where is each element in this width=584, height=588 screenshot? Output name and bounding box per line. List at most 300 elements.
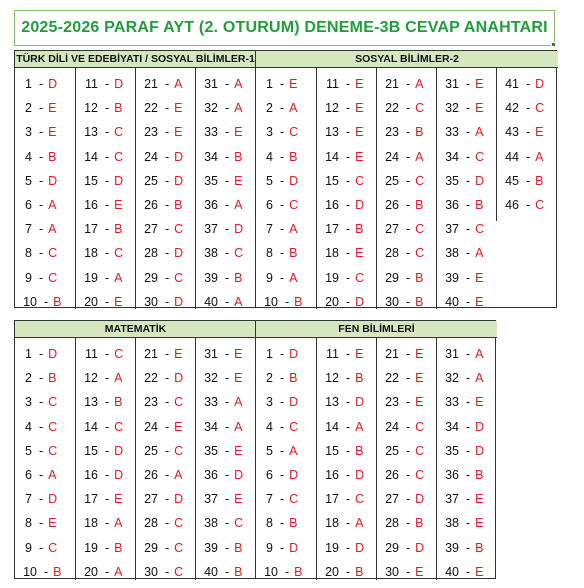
question-number: 40: [204, 564, 218, 579]
dash-separator: -: [225, 198, 230, 212]
question-number: 22: [385, 101, 399, 116]
answer-letter: D: [415, 492, 425, 507]
dash-separator: -: [406, 347, 411, 361]
answer-letter: E: [234, 173, 243, 188]
question-number: 24: [144, 419, 158, 434]
question-number: 26: [385, 198, 399, 212]
dash-separator: -: [39, 347, 44, 361]
answer-letter: C: [415, 101, 425, 116]
answer-row: [136, 560, 196, 584]
question-number: 29: [144, 270, 158, 285]
dash-separator: -: [225, 540, 230, 555]
answer-letter: A: [289, 270, 298, 285]
question-number: 38: [204, 516, 218, 531]
dash-separator: -: [225, 125, 230, 140]
dash-separator: -: [225, 149, 230, 164]
answer-letter: E: [234, 371, 243, 386]
answer-letter: D: [174, 246, 184, 261]
answer-letter: A: [174, 468, 183, 482]
dash-separator: -: [346, 371, 351, 386]
answer-row: [15, 193, 76, 217]
question-number: 1: [25, 347, 32, 361]
answer-letter: C: [48, 443, 58, 458]
question-number: 9: [25, 540, 32, 555]
answer-row: [15, 266, 76, 290]
answer-letter: B: [535, 173, 544, 188]
question-number: 3: [25, 395, 32, 410]
dash-separator: -: [406, 125, 411, 140]
answer-letter: A: [114, 516, 123, 531]
question-number: 32: [445, 371, 459, 386]
question-number: 9: [266, 270, 273, 285]
answer-letter: C: [114, 419, 124, 434]
answer-row: [317, 463, 377, 487]
answer-letter: D: [174, 371, 184, 386]
answer-letter: A: [174, 77, 183, 91]
question-number: 40: [445, 294, 459, 309]
question-number: 32: [204, 101, 218, 116]
answer-letter: E: [475, 395, 484, 410]
answer-row: [377, 169, 437, 193]
question-number: 39: [445, 540, 459, 555]
answer-row: [196, 266, 256, 290]
answer-letter: E: [475, 77, 484, 91]
question-number: 42: [505, 101, 519, 116]
dash-separator: -: [346, 149, 351, 164]
answer-column: [15, 321, 76, 578]
dash-separator: -: [406, 516, 411, 531]
dash-separator: -: [526, 198, 531, 212]
question-number: 9: [266, 540, 273, 555]
dash-separator: -: [39, 198, 44, 212]
answer-row: [497, 193, 558, 217]
answer-row: [377, 145, 437, 169]
dash-separator: -: [280, 492, 285, 507]
answer-letter: B: [114, 540, 123, 555]
question-number: 14: [84, 149, 98, 164]
answer-letter: E: [114, 492, 123, 507]
answer-row: [196, 217, 256, 241]
answer-letter: C: [415, 443, 425, 458]
answer-row: [15, 366, 76, 390]
answer-row: [256, 390, 317, 414]
question-number: 1: [266, 347, 273, 361]
answer-row: [377, 72, 437, 96]
answer-letter: B: [355, 564, 364, 579]
answer-row: [317, 96, 377, 120]
dash-separator: -: [165, 222, 170, 237]
dash-separator: -: [466, 101, 471, 116]
question-number: 15: [84, 173, 98, 188]
dash-separator: -: [406, 492, 411, 507]
question-number: 17: [84, 222, 98, 237]
answer-row: [437, 487, 497, 511]
question-number: 12: [325, 371, 339, 386]
question-number: 14: [325, 419, 339, 434]
question-number: 20: [84, 294, 98, 309]
answer-letter: A: [114, 270, 123, 285]
question-number: 16: [84, 468, 98, 482]
answer-row: [76, 463, 136, 487]
answer-letter: C: [415, 246, 425, 261]
answer-row: [437, 193, 497, 217]
dash-separator: -: [105, 419, 110, 434]
dash-separator: -: [346, 173, 351, 188]
answer-letter: D: [174, 294, 184, 309]
dash-separator: -: [346, 77, 351, 91]
resize-handle[interactable]: [551, 42, 556, 47]
answer-row: [256, 169, 317, 193]
answer-letter: E: [174, 125, 183, 140]
answer-letter: A: [48, 198, 57, 212]
answer-row: [256, 217, 317, 241]
dash-separator: -: [466, 173, 471, 188]
answer-row: [15, 463, 76, 487]
dash-separator: -: [105, 101, 110, 116]
answer-row: [196, 439, 256, 463]
question-number: 17: [325, 222, 339, 237]
answer-row: [76, 439, 136, 463]
answer-column: [377, 321, 437, 578]
question-number: 25: [385, 443, 399, 458]
answer-row: [76, 511, 136, 535]
answer-letter: A: [234, 101, 243, 116]
question-number: 5: [25, 173, 32, 188]
answer-row: [76, 560, 136, 584]
question-number: 3: [25, 125, 32, 140]
question-number: 36: [445, 468, 459, 482]
answer-letter: E: [415, 564, 424, 579]
answer-row: [317, 366, 377, 390]
dash-separator: -: [165, 198, 170, 212]
question-number: 16: [325, 198, 339, 212]
dash-separator: -: [466, 492, 471, 507]
answer-letter: E: [114, 294, 123, 309]
question-number: 20: [325, 564, 339, 579]
answer-letter: B: [234, 540, 243, 555]
answer-letter: A: [234, 198, 243, 212]
question-number: 27: [385, 222, 399, 237]
answer-row: [437, 511, 497, 535]
answer-row: [15, 415, 76, 439]
answer-letter: E: [415, 347, 424, 361]
question-number: 13: [325, 125, 339, 140]
question-number: 10: [23, 564, 37, 579]
answer-row: [196, 120, 256, 144]
question-number: 23: [144, 395, 158, 410]
question-number: 29: [144, 540, 158, 555]
dash-separator: -: [39, 419, 44, 434]
section-header: SOSYAL BİLİMLER-2: [256, 51, 558, 68]
dash-separator: -: [225, 246, 230, 261]
dash-separator: -: [105, 564, 110, 579]
answer-row: [317, 241, 377, 265]
question-number: 7: [25, 222, 32, 237]
dash-separator: -: [105, 468, 110, 482]
answer-letter: B: [114, 395, 123, 410]
answer-row: [196, 145, 256, 169]
dash-separator: -: [225, 516, 230, 531]
dash-separator: -: [406, 173, 411, 188]
dash-separator: -: [346, 125, 351, 140]
answer-letter: D: [355, 540, 365, 555]
answer-row: [437, 241, 497, 265]
answer-row: [15, 536, 76, 560]
question-number: 21: [144, 347, 158, 361]
answer-column: [437, 321, 497, 578]
question-number: 29: [385, 540, 399, 555]
dash-separator: -: [346, 347, 351, 361]
dash-separator: -: [280, 246, 285, 261]
dash-separator: -: [225, 564, 230, 579]
answer-row: [136, 536, 196, 560]
answer-letter: A: [475, 347, 484, 361]
answer-letter: A: [234, 77, 243, 91]
answer-letter: B: [234, 270, 243, 285]
answer-letter: C: [535, 101, 545, 116]
answer-letter: C: [48, 270, 58, 285]
dash-separator: -: [44, 294, 49, 309]
question-number: 22: [144, 101, 158, 116]
dash-separator: -: [280, 443, 285, 458]
answer-row: [76, 415, 136, 439]
answer-row: [76, 96, 136, 120]
answer-table-1: [14, 50, 557, 308]
dash-separator: -: [39, 540, 44, 555]
question-number: 46: [505, 198, 519, 212]
answer-row: [256, 290, 317, 314]
dash-separator: -: [105, 540, 110, 555]
answer-row: [76, 290, 136, 314]
question-number: 37: [204, 492, 218, 507]
answer-letter: C: [174, 270, 184, 285]
answer-letter: D: [114, 173, 124, 188]
answer-letter: B: [294, 564, 303, 579]
answer-letter: C: [289, 492, 299, 507]
question-number: 14: [325, 149, 339, 164]
answer-letter: D: [114, 468, 124, 482]
answer-letter: A: [289, 222, 298, 237]
answer-letter: A: [475, 125, 484, 140]
question-number: 1: [25, 77, 32, 91]
dash-separator: -: [406, 540, 411, 555]
dash-separator: -: [165, 101, 170, 116]
question-number: 37: [445, 492, 459, 507]
dash-separator: -: [165, 395, 170, 410]
dash-separator: -: [165, 540, 170, 555]
answer-letter: B: [415, 294, 424, 309]
answer-letter: B: [234, 149, 243, 164]
answer-row: [437, 290, 497, 314]
question-number: 2: [266, 101, 273, 116]
answer-row: [76, 366, 136, 390]
question-number: 2: [25, 101, 32, 116]
answer-row: [15, 439, 76, 463]
answer-letter: B: [289, 516, 298, 531]
answer-row: [377, 217, 437, 241]
question-number: 31: [204, 347, 218, 361]
dash-separator: -: [466, 371, 471, 386]
dash-separator: -: [346, 294, 351, 309]
answer-row: [256, 463, 317, 487]
dash-separator: -: [346, 270, 351, 285]
question-number: 36: [445, 198, 459, 212]
answer-letter: D: [289, 540, 299, 555]
answer-letter: C: [174, 443, 184, 458]
dash-separator: -: [346, 101, 351, 116]
answer-letter: C: [174, 222, 184, 237]
question-number: 28: [144, 246, 158, 261]
dash-separator: -: [39, 125, 44, 140]
answer-row: [136, 120, 196, 144]
dash-separator: -: [165, 77, 170, 91]
dash-separator: -: [105, 294, 110, 309]
dash-separator: -: [466, 294, 471, 309]
dash-separator: -: [466, 149, 471, 164]
question-number: 38: [445, 246, 459, 261]
question-number: 20: [325, 294, 339, 309]
dash-separator: -: [39, 270, 44, 285]
question-number: 37: [204, 222, 218, 237]
answer-letter: C: [234, 246, 244, 261]
answer-row: [317, 217, 377, 241]
answer-row: [15, 241, 76, 265]
answer-letter: A: [48, 468, 57, 482]
answer-letter: C: [114, 149, 124, 164]
question-number: 18: [325, 516, 339, 531]
answer-letter: C: [48, 246, 58, 261]
dash-separator: -: [165, 516, 170, 531]
answer-row: [196, 390, 256, 414]
answer-column: [317, 51, 377, 307]
answer-row: [196, 487, 256, 511]
dash-separator: -: [466, 395, 471, 410]
answer-letter: E: [355, 149, 364, 164]
answer-row: [256, 415, 317, 439]
question-number: 11: [326, 347, 339, 361]
answer-letter: B: [355, 443, 364, 458]
answer-letter: E: [234, 492, 243, 507]
question-number: 6: [25, 198, 32, 212]
dash-separator: -: [466, 564, 471, 579]
answer-letter: A: [289, 443, 298, 458]
dash-separator: -: [165, 419, 170, 434]
question-number: 7: [266, 492, 273, 507]
question-number: 11: [85, 77, 98, 91]
question-number: 27: [144, 222, 158, 237]
answer-row: [317, 266, 377, 290]
answer-letter: B: [415, 270, 424, 285]
answer-column: [256, 321, 317, 578]
dash-separator: -: [346, 540, 351, 555]
answer-column: [377, 51, 437, 307]
answer-table-2: [14, 320, 496, 579]
answer-letter: D: [48, 347, 58, 361]
answer-row: [15, 120, 76, 144]
dash-separator: -: [280, 198, 285, 212]
dash-separator: -: [346, 516, 351, 531]
question-number: 19: [325, 270, 339, 285]
answer-row: [15, 511, 76, 535]
question-number: 30: [385, 294, 399, 309]
answer-letter: A: [415, 77, 424, 91]
dash-separator: -: [39, 371, 44, 386]
dash-separator: -: [225, 101, 230, 116]
answer-row: [136, 241, 196, 265]
question-number: 32: [445, 101, 459, 116]
answer-letter: D: [475, 419, 485, 434]
answer-letter: D: [289, 468, 299, 482]
dash-separator: -: [225, 395, 230, 410]
question-number: 28: [385, 246, 399, 261]
question-number: 23: [385, 125, 399, 140]
answer-row: [76, 536, 136, 560]
answer-row: [136, 217, 196, 241]
answer-row: [15, 342, 76, 366]
question-number: 19: [325, 540, 339, 555]
answer-letter: C: [289, 198, 299, 212]
answer-row: [136, 169, 196, 193]
answer-letter: C: [535, 198, 545, 212]
answer-row: [497, 169, 558, 193]
question-number: 21: [385, 347, 399, 361]
answer-letter: E: [234, 125, 243, 140]
answer-row: [377, 390, 437, 414]
dash-separator: -: [280, 516, 285, 531]
answer-letter: E: [475, 294, 484, 309]
answer-letter: A: [289, 101, 298, 116]
question-number: 21: [385, 77, 399, 91]
dash-separator: -: [225, 270, 230, 285]
question-number: 35: [445, 443, 459, 458]
question-number: 34: [445, 419, 459, 434]
question-number: 38: [204, 246, 218, 261]
dash-separator: -: [466, 516, 471, 531]
answer-letter: E: [355, 246, 364, 261]
question-number: 24: [385, 149, 399, 164]
question-number: 15: [84, 443, 98, 458]
answer-row: [196, 96, 256, 120]
answer-letter: A: [475, 246, 484, 261]
dash-separator: -: [526, 77, 531, 91]
answer-row: [377, 241, 437, 265]
question-number: 8: [25, 516, 32, 531]
answer-row: [497, 96, 558, 120]
question-number: 8: [266, 246, 273, 261]
answer-row: [317, 560, 377, 584]
question-number: 38: [445, 516, 459, 531]
question-number: 13: [84, 125, 98, 140]
dash-separator: -: [105, 198, 110, 212]
answer-row: [256, 439, 317, 463]
question-number: 35: [204, 443, 218, 458]
answer-letter: C: [475, 222, 485, 237]
answer-row: [76, 217, 136, 241]
question-number: 1: [266, 77, 273, 91]
answer-row: [377, 266, 437, 290]
answer-letter: E: [174, 419, 183, 434]
answer-row: [377, 463, 437, 487]
answer-letter: B: [234, 564, 243, 579]
dash-separator: -: [466, 198, 471, 212]
question-number: 19: [84, 270, 98, 285]
answer-row: [136, 193, 196, 217]
question-number: 41: [505, 77, 519, 91]
answer-letter: A: [234, 395, 243, 410]
dash-separator: -: [406, 198, 411, 212]
answer-letter: E: [114, 198, 123, 212]
dash-separator: -: [39, 468, 44, 482]
